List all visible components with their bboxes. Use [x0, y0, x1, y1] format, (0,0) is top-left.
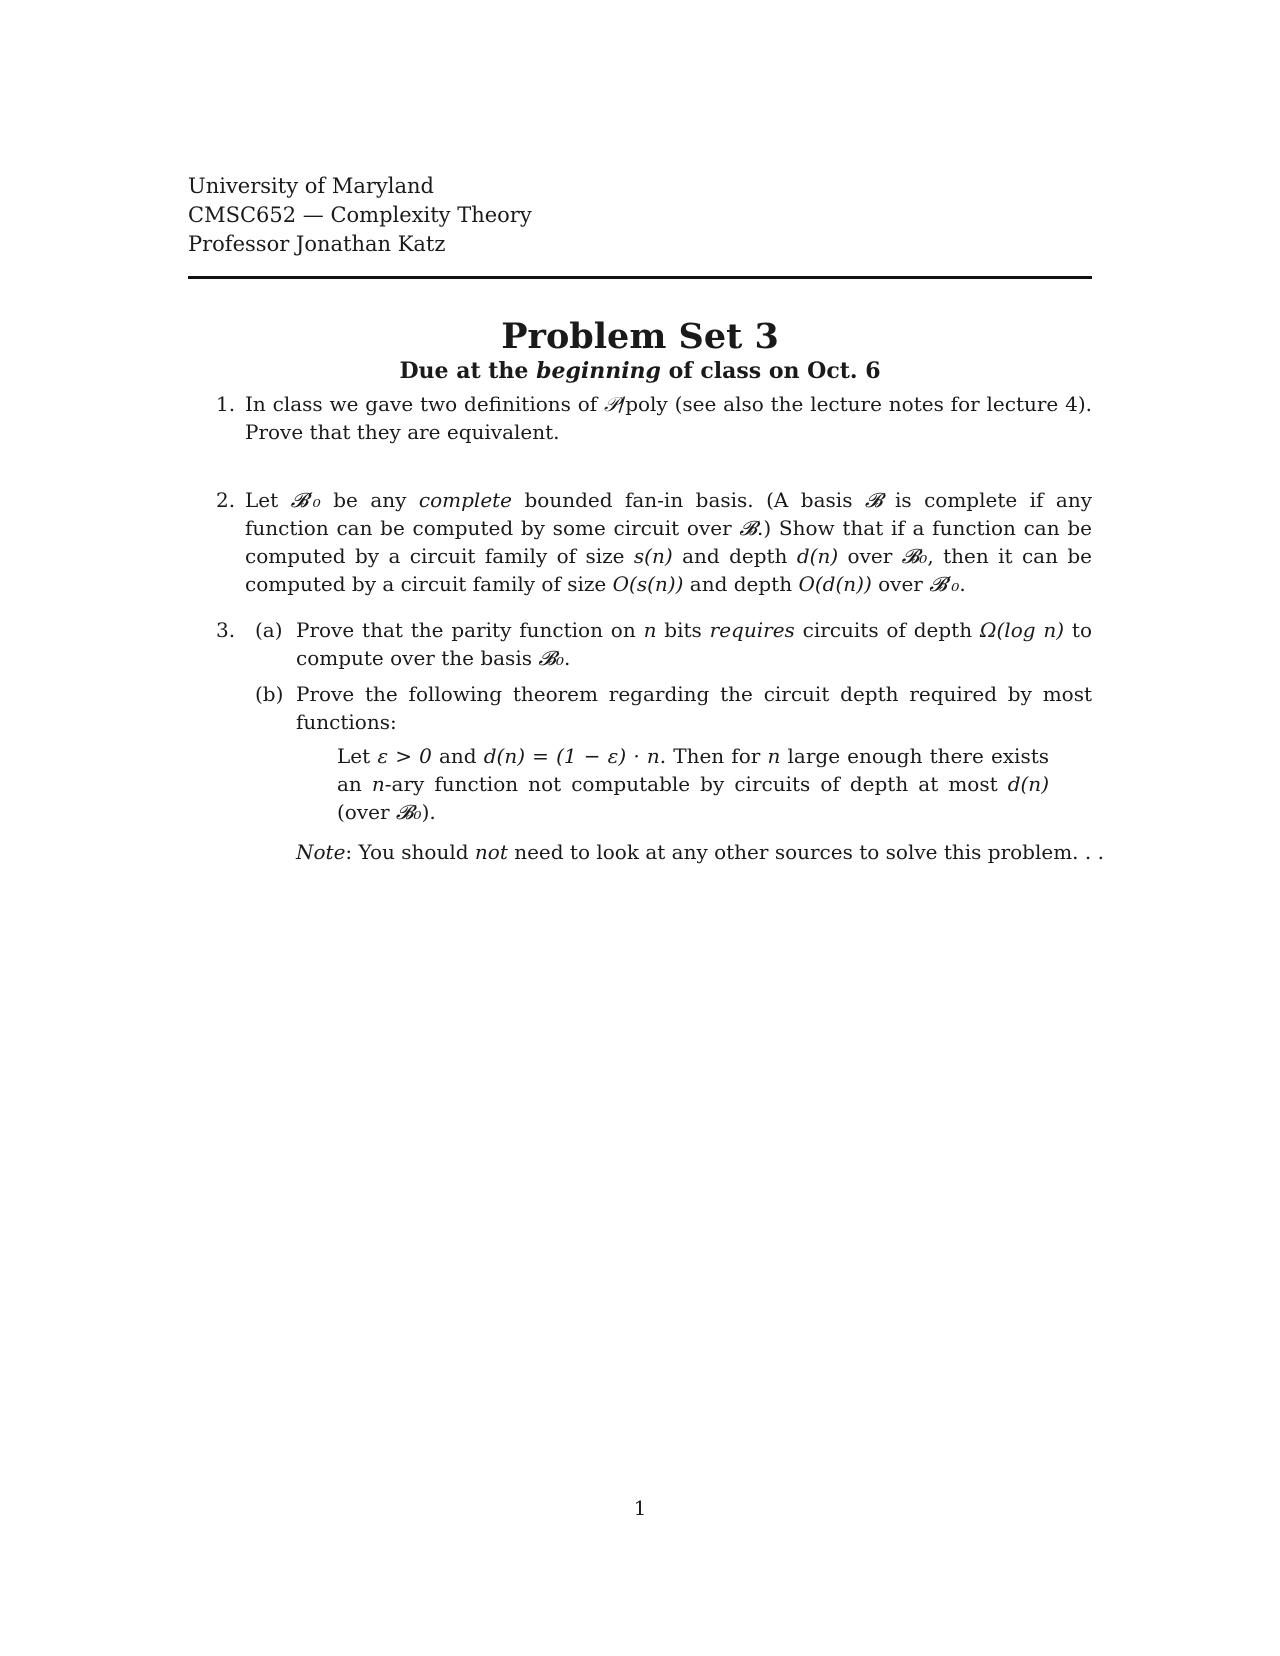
header-rule — [188, 276, 1092, 279]
university-name: University of Maryland — [188, 174, 434, 198]
page-title: Problem Set 3 — [501, 316, 779, 357]
problem-text: In class we gave two definitions of 𝒫/poly (see also the lecture notes for lecture 4). Prove that they are equivalent. — [245, 392, 1092, 444]
problem-text: Prove the following theorem regarding the circuit depth required by most functions: — [296, 682, 1092, 734]
problem-number: 1. — [216, 392, 236, 416]
problem-1 — [216, 390, 1092, 446]
problem-text: Let 𝓑′₀ be any complete bounded fan-in basis. (A basis 𝓑 is complete if any function can be computed by some circuit over 𝓑.) Show that if a function can be computed by a circuit family of size s(n) and depth d(n) over 𝓑₀, then it can be computed by a circuit family of size O(s(n)) and depth O(d(n)) over 𝓑′₀. — [245, 488, 1093, 596]
problem-text: Prove that the parity function on n bits requires circuits of depth Ω(log n) to compute over the basis 𝓑₀. — [296, 618, 1093, 670]
page-number: 1 — [633, 1496, 647, 1520]
problem-2 — [216, 486, 1092, 598]
course-header — [188, 172, 532, 259]
problem-number: 2. — [216, 488, 236, 512]
problem-note: Note: You should not need to look at any other sources to solve this problem. . . — [296, 840, 1104, 864]
subpart-label: (b) — [255, 682, 284, 706]
professor-name: Professor Jonathan Katz — [188, 232, 446, 256]
subpart-label: (a) — [255, 618, 283, 642]
problem-3b — [255, 680, 1092, 736]
problem-3a — [255, 616, 1093, 672]
course-title: CMSC652 — Complexity Theory — [188, 203, 532, 227]
problem-number: 3. — [216, 618, 236, 642]
theorem-statement: Let ε > 0 and d(n) = (1 − ε) · n. Then for n large enough there exists an n-ary function not computable by circuits of depth at most d(n) (over 𝓑₀). — [337, 744, 1050, 824]
due-date: Due at the beginning of class on Oct. 6 — [399, 358, 881, 384]
